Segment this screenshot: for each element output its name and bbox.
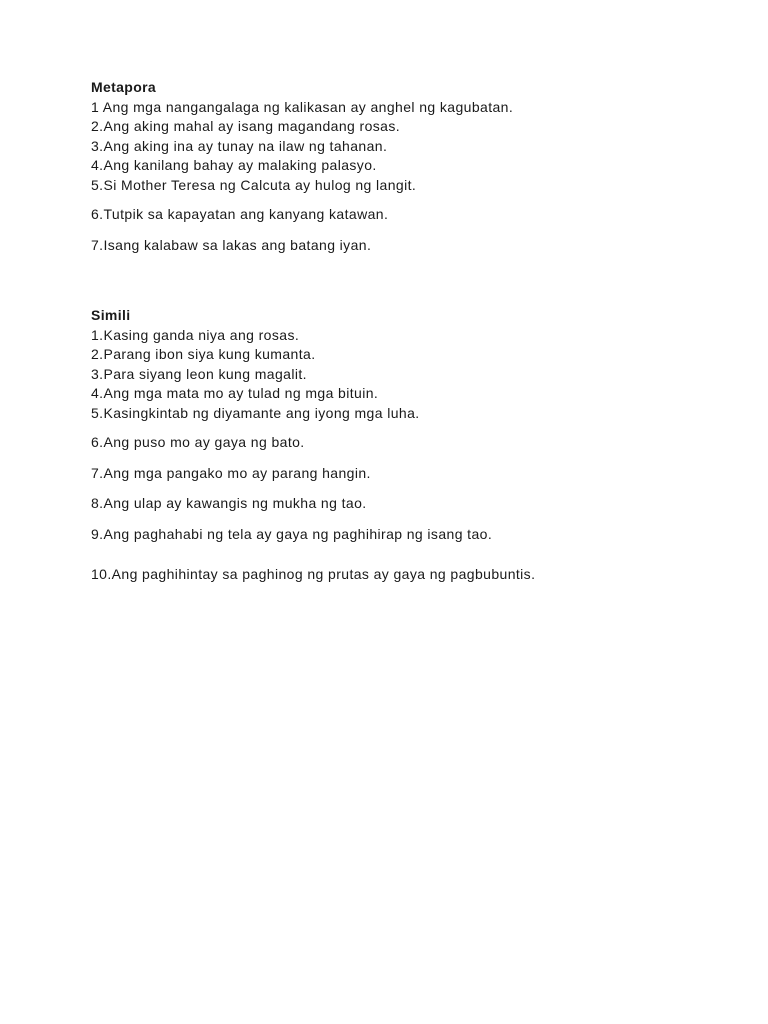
metapora-heading: Metapora bbox=[91, 79, 157, 95]
simili-item: 9.Ang paghahabi ng tela ay gaya ng paghihirap ng isang tao. bbox=[91, 525, 493, 542]
metapora-section bbox=[91, 78, 731, 255]
simili-item: 3.Para siyang leon kung magalit. bbox=[91, 365, 307, 382]
metapora-item: 2.Ang aking mahal ay isang magandang rosas. bbox=[91, 118, 401, 134]
metapora-item: 5.Si Mother Teresa ng Calcuta ay hulog ng langit. bbox=[91, 176, 417, 193]
simili-item: 1.Kasing ganda niya ang rosas. bbox=[91, 326, 300, 343]
simili-item: 10.Ang paghihintay sa paghinog ng prutas ay gaya ng pagbubuntis. bbox=[91, 566, 536, 582]
simili-item: 6.Ang puso mo ay gaya ng bato. bbox=[91, 434, 305, 450]
metapora-item: 3.Ang aking ina ay tunay na ilaw ng tahanan. bbox=[91, 137, 388, 154]
simili-item: 7.Ang mga pangako mo ay parang hangin. bbox=[91, 464, 371, 481]
metapora-item: 1 Ang mga nangangalaga ng kalikasan ay anghel ng kagubatan. bbox=[91, 98, 514, 115]
simili-item: 8.Ang ulap ay kawangis ng mukha ng tao. bbox=[91, 495, 367, 511]
simili-heading: Simili bbox=[91, 307, 131, 323]
metapora-item: 7.Isang kalabaw sa lakas ang batang iyan. bbox=[91, 236, 372, 253]
metapora-item: 4.Ang kanilang bahay ay malaking palasyo. bbox=[91, 157, 377, 173]
metapora-item: 6.Tutpik sa kapayatan ang kanyang katawan. bbox=[91, 206, 389, 222]
simili-item: 4.Ang mga mata mo ay tulad ng mga bituin. bbox=[91, 385, 379, 401]
simili-item: 2.Parang ibon siya kung kumanta. bbox=[91, 346, 316, 362]
simili-item: 5.Kasingkintab ng diyamante ang iyong mga luha. bbox=[91, 404, 420, 421]
simili-section bbox=[91, 306, 731, 585]
